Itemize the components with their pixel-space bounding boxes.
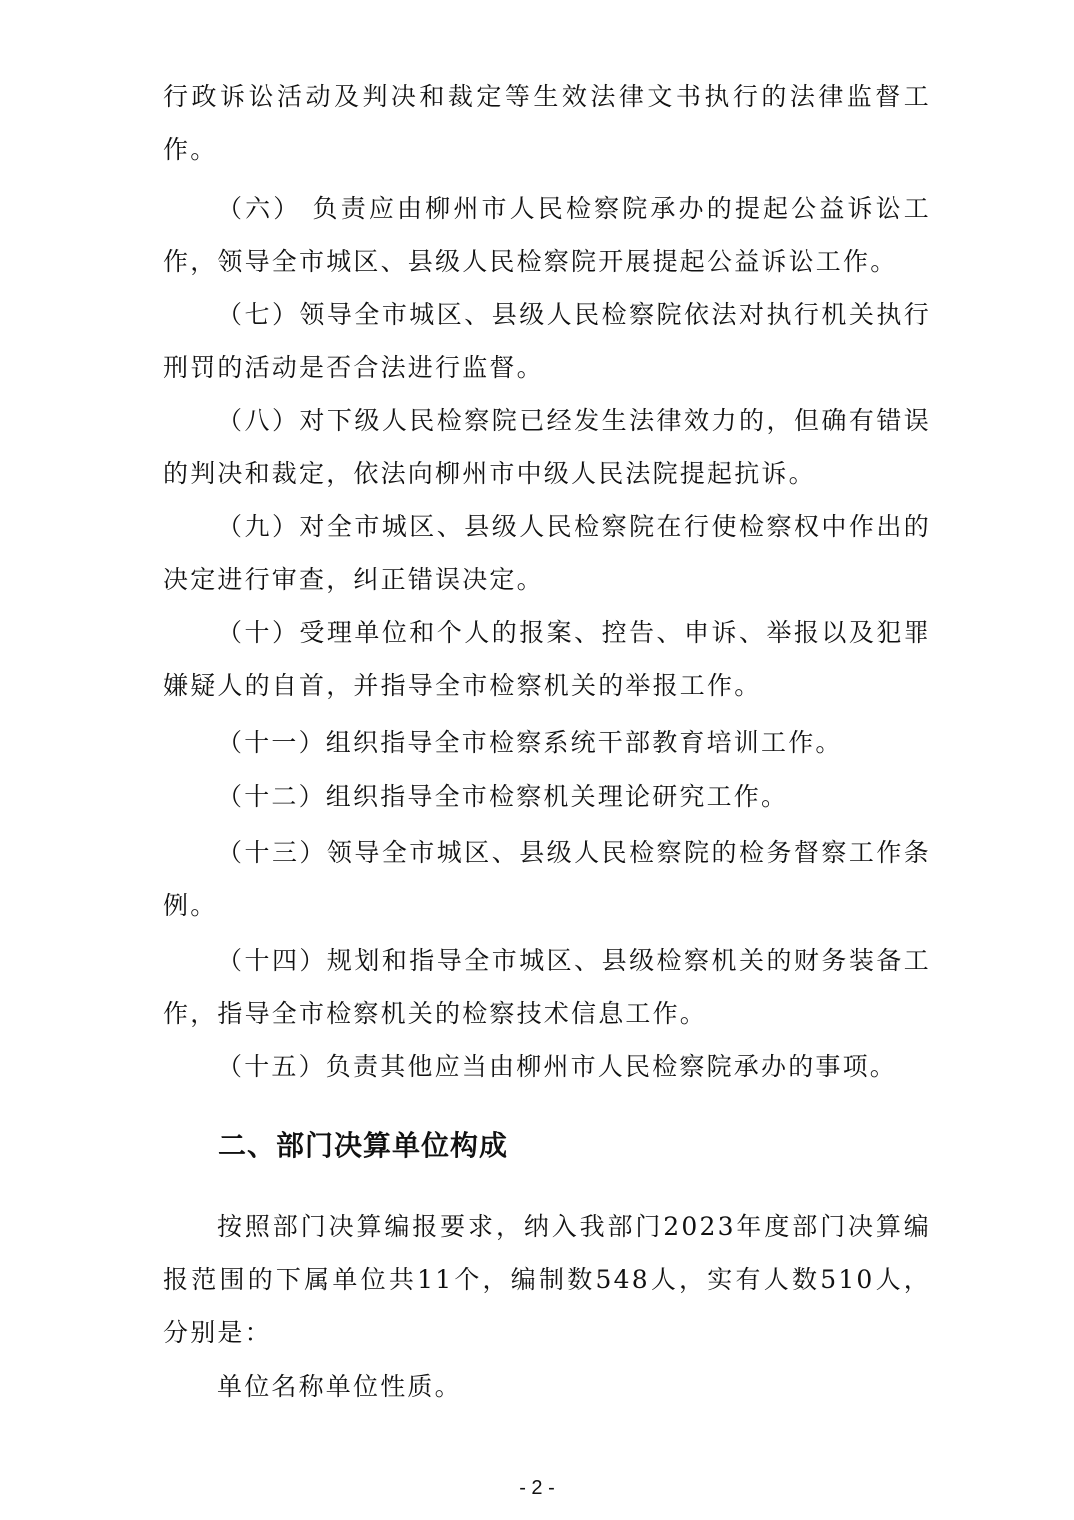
paragraph-item-14: （十四）规划和指导全市城区、县级检察机关的财务装备工作，指导全市检察机关的检察技术信息工作。 bbox=[163, 946, 931, 1028]
paragraph-item-15: （十五）负责其他应当由柳州市人民检察院承办的事项。 bbox=[217, 1052, 898, 1081]
paragraph-item-8: （八）对下级人民检察院已经发生法律效力的，但确有错误的判决和裁定，依法向柳州市中级人民法院提起抗诉。 bbox=[163, 406, 931, 488]
paragraph-item-9: （九）对全市城区、县级人民检察院在行使检察权中作出的决定进行审查，纠正错误决定。 bbox=[163, 512, 931, 594]
paragraph-item-13: （十三）领导全市城区、县级人民检察院的检务督察工作条例。 bbox=[163, 838, 931, 920]
paragraph-item-10: （十）受理单位和个人的报案、控告、申诉、举报以及犯罪嫌疑人的自首，并指导全市检察机关的举报工作。 bbox=[163, 618, 931, 700]
paragraph-item-6: （六） 负责应由柳州市人民检察院承办的提起公益诉讼工作，领导全市城区、县级人民检察院开展提起公益诉讼工作。 bbox=[163, 194, 931, 276]
section-heading: 二、部门决算单位构成 bbox=[218, 1129, 509, 1162]
paragraph-item-7: （七）领导全市城区、县级人民检察院依法对执行机关执行刑罚的活动是否合法进行监督。 bbox=[163, 300, 931, 382]
paragraph-item-11: （十一）组织指导全市检察系统干部教育培训工作。 bbox=[217, 728, 843, 757]
section-tail-paragraph: 单位名称单位性质。 bbox=[217, 1372, 462, 1401]
paragraph-continuation: 行政诉讼活动及判决和裁定等生效法律文书执行的法律监督工作。 bbox=[163, 82, 931, 164]
section-body-paragraph: 按照部门决算编报要求，纳入我部门2023年度部门决算编报范围的下属单位共11个，编制数548人，实有人数510人，分别是： bbox=[163, 1212, 931, 1347]
page-number: - 2 - bbox=[519, 1477, 555, 1499]
paragraph-item-12: （十二）组织指导全市检察机关理论研究工作。 bbox=[217, 782, 789, 811]
